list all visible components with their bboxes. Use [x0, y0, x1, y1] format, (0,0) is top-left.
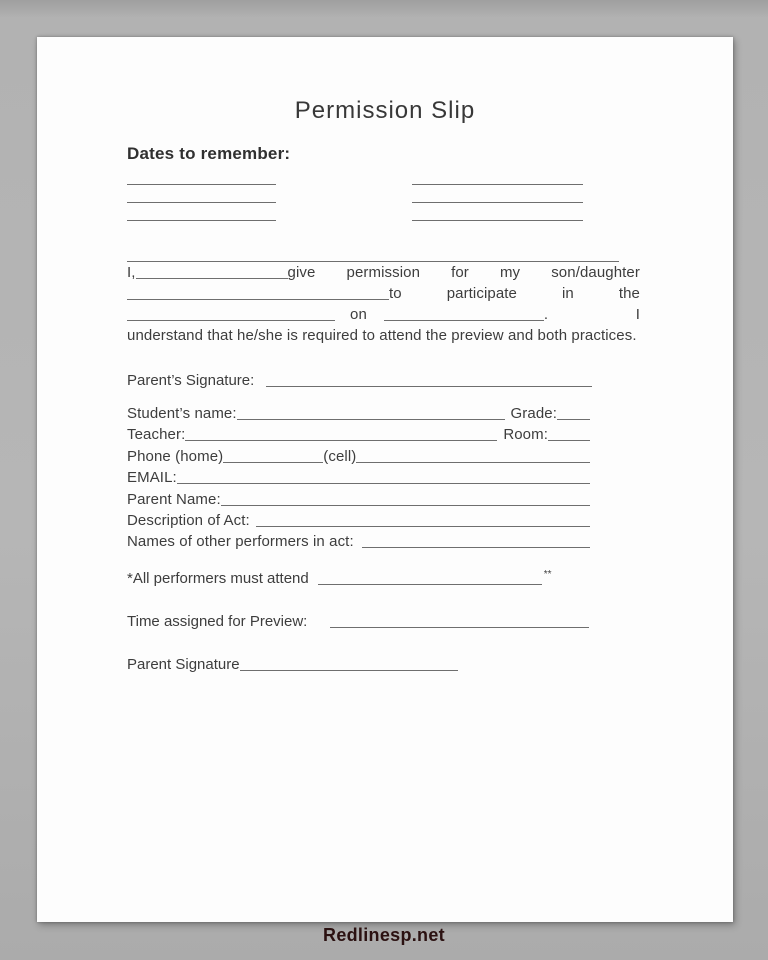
intro-word: I: [635, 306, 640, 323]
email-blank-line: [177, 471, 590, 484]
date-blank-line: [412, 185, 583, 203]
date-blank-line: [412, 203, 583, 221]
parent-signature-bottom-blank-line: [240, 658, 458, 671]
date-blank-line: [127, 167, 276, 185]
other-performers-label: Names of other performers in act:: [127, 533, 354, 551]
event-date-blank-line: [384, 308, 544, 321]
email-row: [127, 469, 590, 490]
parent-signature-row: [127, 372, 592, 389]
dates-section-label: Dates to remember:: [127, 144, 291, 163]
phone-home-label: Phone (home): [127, 447, 224, 465]
parent-name-blank-line: [221, 493, 590, 506]
email-label: EMAIL:: [127, 469, 177, 487]
student-name-blank-line: [237, 407, 505, 420]
parent-name-row: [127, 491, 590, 512]
description-row: [127, 512, 590, 533]
child-name-blank-line: [127, 287, 389, 300]
parent-name-label: Parent Name:: [127, 490, 221, 508]
paragraph-line-4: understand that he/she is required to attend the preview and both practices.: [127, 327, 637, 344]
performers-note-row: [127, 570, 602, 587]
student-name-row: [127, 405, 590, 426]
description-label: Description of Act:: [127, 511, 250, 529]
intro-word: in: [561, 285, 574, 302]
intro-i-segment: [127, 264, 315, 281]
student-info-section: [127, 405, 590, 555]
intro-word: participate: [446, 285, 517, 302]
grade-blank-line: [557, 407, 590, 420]
date-blank-line: [412, 167, 583, 185]
intro-word: to: [389, 285, 402, 302]
document-page: [37, 37, 733, 922]
date-blank-segment: [384, 306, 548, 323]
phone-cell-label: (cell): [323, 447, 357, 465]
grade-label: Grade:: [510, 405, 557, 422]
room-blank-line: [548, 428, 590, 441]
dates-column-left: [127, 167, 276, 221]
intro-word: son/daughter: [551, 264, 640, 281]
phone-row: [127, 448, 590, 469]
paragraph-line-3: [127, 306, 640, 327]
date-blank-line: [127, 203, 276, 221]
room-label: Room:: [503, 426, 548, 444]
intro-period: .: [543, 306, 549, 323]
preview-time-blank-line: [330, 615, 589, 628]
performers-note-label: *All performers must attend: [127, 570, 309, 587]
parent-signature-bottom-row: [127, 656, 458, 673]
dates-column-right: [412, 167, 583, 221]
paragraph-line-2: [127, 285, 640, 306]
permission-paragraph: [127, 254, 640, 348]
performers-note-blank-line: [318, 572, 542, 585]
preview-time-label: Time assigned for Preview:: [127, 613, 308, 630]
teacher-blank-line: [185, 428, 497, 441]
teacher-label: Teacher:: [127, 426, 186, 444]
other-performers-blank-line: [362, 535, 590, 548]
description-blank-line: [256, 514, 590, 527]
parent-signature-label: Parent’s Signature:: [127, 372, 255, 389]
intro-word: give: [287, 264, 316, 281]
intro-pre: I,: [127, 264, 136, 281]
page-title: Permission Slip: [294, 97, 476, 124]
date-blank-line: [127, 185, 276, 203]
paragraph-line-1: [127, 264, 640, 285]
watermark-text: Redlinesp.net: [323, 925, 445, 945]
phone-home-blank-line: [223, 450, 323, 463]
intro-word: for: [451, 264, 469, 281]
teacher-row: [127, 426, 590, 447]
intro-word: permission: [346, 264, 421, 281]
event-blank-line: [127, 308, 335, 321]
intro-word: the: [618, 285, 640, 302]
intro-word: my: [499, 264, 521, 281]
phone-cell-blank-line: [356, 450, 590, 463]
preview-time-row: [127, 613, 589, 630]
student-name-label: Student’s name:: [127, 405, 237, 422]
parent-signature-blank-line: [266, 374, 592, 387]
paragraph-top-rule: [127, 254, 619, 262]
intro-word: on: [350, 306, 367, 323]
other-performers-row: [127, 533, 590, 554]
double-asterisk-mark: **: [543, 569, 552, 580]
name-blank-line: [136, 266, 288, 279]
parent-signature-bottom-label: Parent Signature: [127, 656, 240, 673]
intro-blank-segment: [127, 285, 402, 302]
